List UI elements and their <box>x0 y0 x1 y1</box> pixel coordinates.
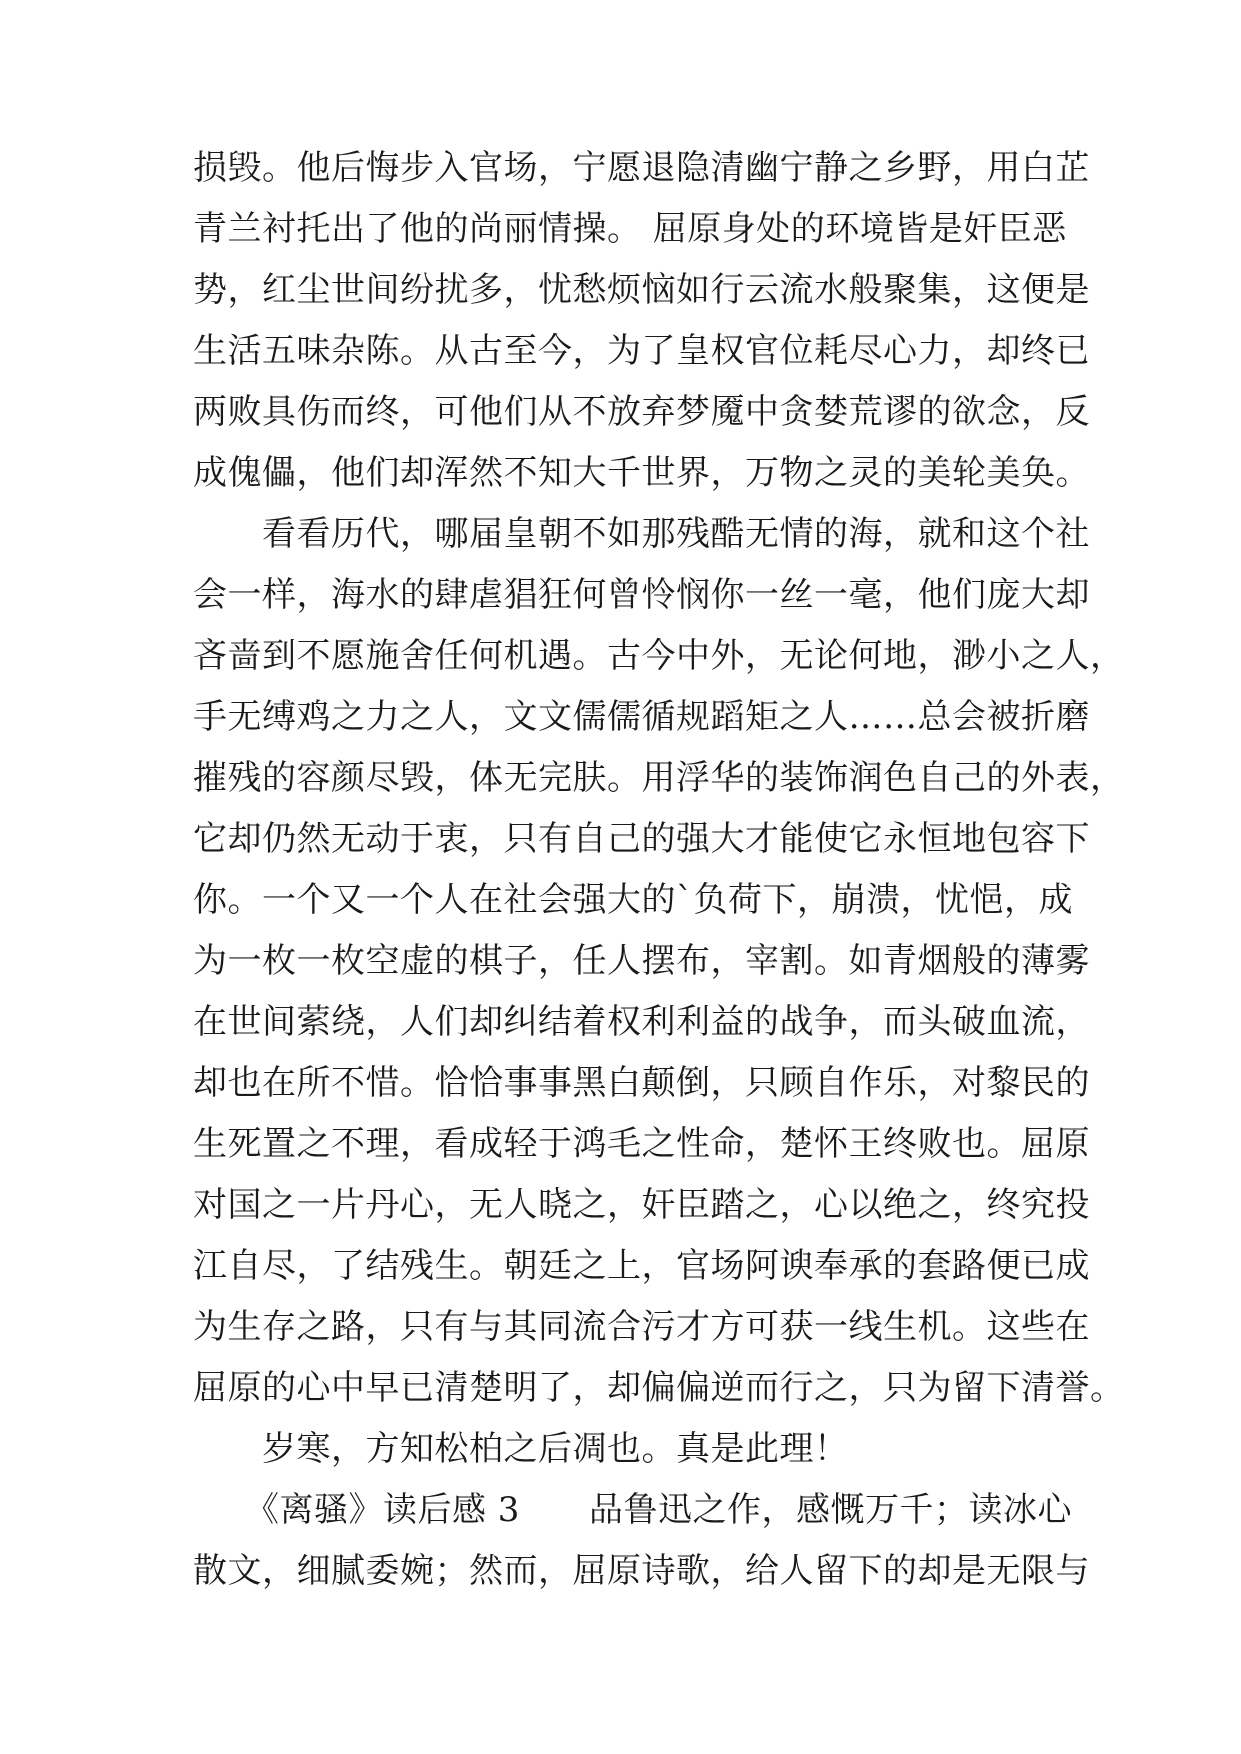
text-line: 它却仍然无动于衷，只有自己的强大才能使它永恒地包容下 <box>193 819 1090 859</box>
text-line: 江自尽，了结残生。朝廷之上，官场阿谀奉承的套路便已成 <box>193 1246 1090 1286</box>
text-line: 生活五味杂陈。从古至今，为了皇权官位耗尽心力，却终已 <box>193 331 1090 371</box>
text-line: 却也在所不惜。恰恰事事黑白颠倒，只顾自作乐，对黎民的 <box>193 1063 1090 1103</box>
text-line: 摧残的容颜尽毁，体无完肤。用浮华的装饰润色自己的外表， <box>193 758 1125 798</box>
text-line: 你。一个又一个人在社会强大的`负荷下，崩溃，忧悒，成 <box>193 880 1073 920</box>
text-line: 会一样，海水的肆虐猖狂何曾怜悯你一丝一毫，他们庞大却 <box>193 575 1090 615</box>
text-line: 屈原的心中早已清楚明了，却偏偏逆而行之，只为留下清誉。 <box>193 1368 1125 1408</box>
text-line: 两败具伤而终，可他们从不放弃梦魇中贪婪荒谬的欲念，反 <box>193 392 1090 432</box>
paragraph-start-line: 《离骚》读后感 3 品鲁迅之作，感慨万千；读冰心 <box>193 1490 1072 1530</box>
text-line: 在世间萦绕，人们却纠结着权利利益的战争，而头破血流， <box>193 1002 1090 1042</box>
text-line: 对国之一片丹心，无人晓之，奸臣踏之，心以绝之，终究投 <box>193 1185 1090 1225</box>
body-text <box>193 138 1125 1602</box>
paragraph-start-line: 岁寒，方知松柏之后凋也。真是此理！ <box>193 1429 849 1469</box>
text-line: 吝啬到不愿施舍任何机遇。古今中外，无论何地，渺小之人， <box>193 636 1125 676</box>
text-line: 青兰衬托出了他的尚丽情操。 屈原身处的环境皆是奸臣恶 <box>193 209 1067 249</box>
text-line: 为生存之路，只有与其同流合污才方可获一线生机。这些在 <box>193 1307 1090 1347</box>
text-line: 生死置之不理，看成轻于鸿毛之性命，楚怀王终败也。屈原 <box>193 1124 1090 1164</box>
text-line: 为一枚一枚空虚的棋子，任人摆布，宰割。如青烟般的薄雾 <box>193 941 1090 981</box>
text-line: 手无缚鸡之力之人，文文儒儒循规蹈矩之人……总会被折磨 <box>193 697 1090 737</box>
text-line: 散文，细腻委婉；然而，屈原诗歌，给人留下的却是无限与 <box>193 1551 1090 1591</box>
text-line: 势，红尘世间纷扰多，忧愁烦恼如行云流水般聚集，这便是 <box>193 270 1090 310</box>
text-line: 损毁。他后悔步入官场，宁愿退隐清幽宁静之乡野，用白芷 <box>193 148 1090 188</box>
paragraph-start-line: 看看历代，哪届皇朝不如那残酷无情的海，就和这个社 <box>193 514 1090 554</box>
text-line: 成傀儡，他们却浑然不知大千世界，万物之灵的美轮美奂。 <box>193 453 1090 493</box>
